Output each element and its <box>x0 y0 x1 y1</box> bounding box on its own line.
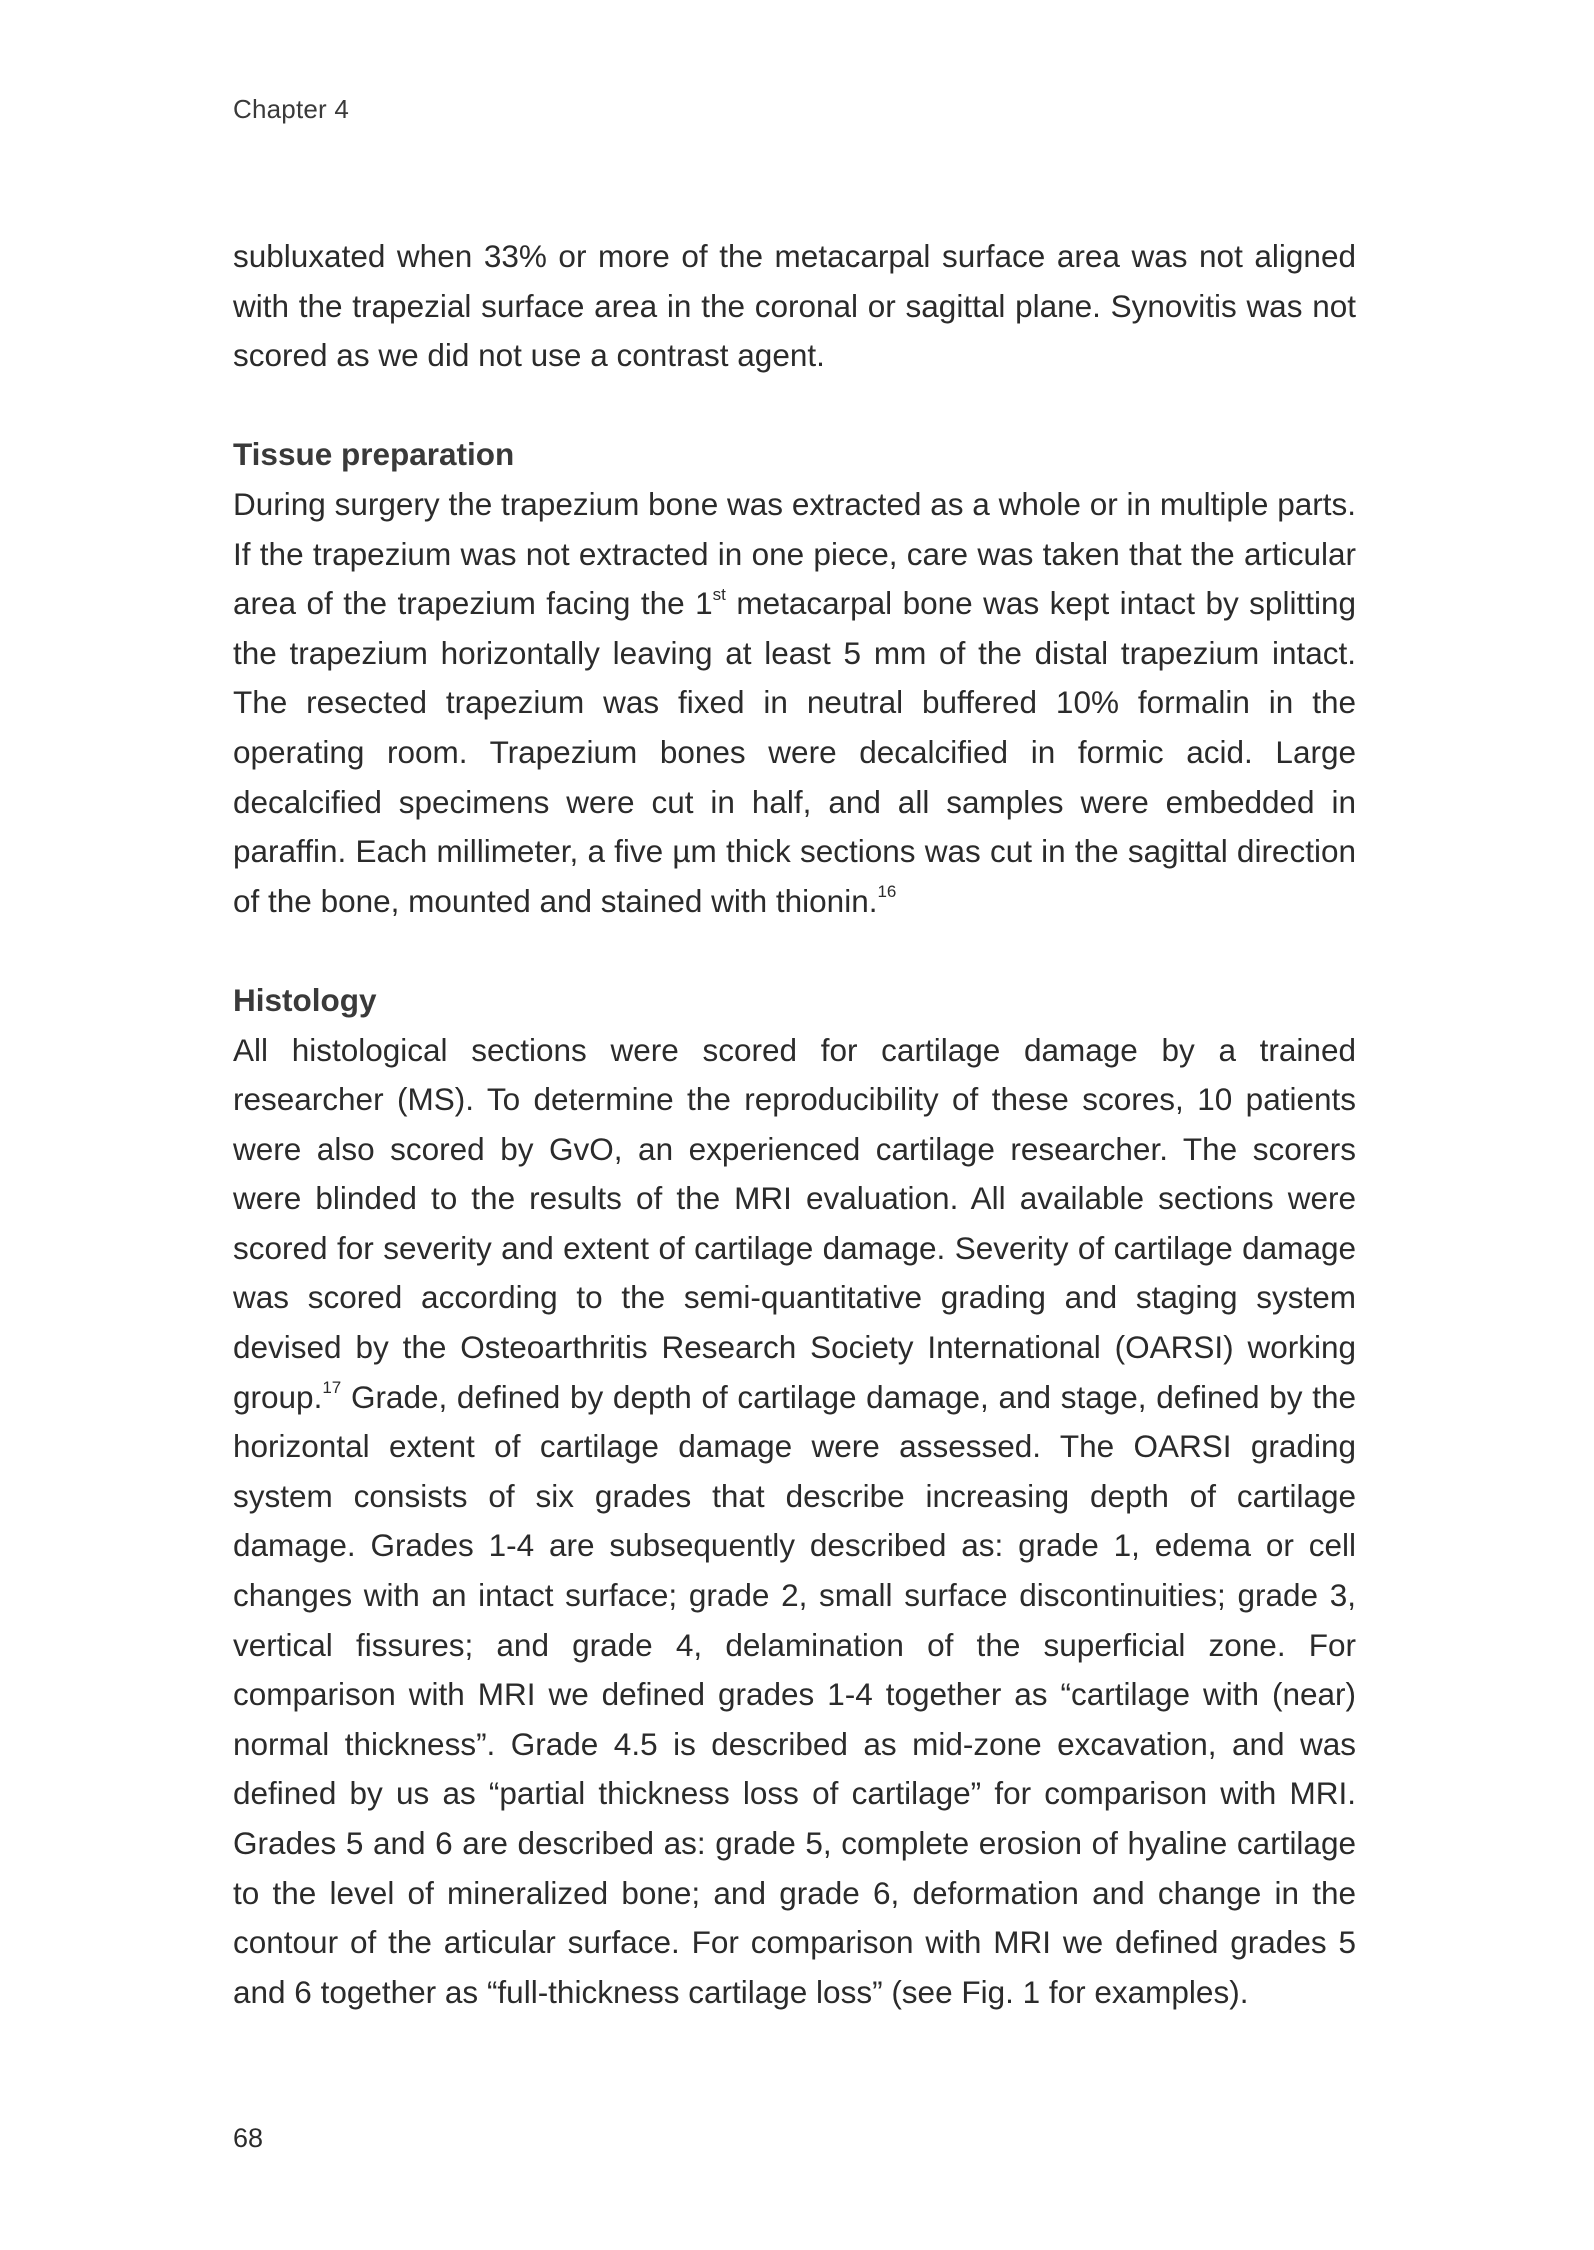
histology-text-1: All histological sections were scored for cartilage damage by a trained researcher (MS). To determine the reproducibility of these scores, 10 patients were also scored by GvO, an experienced cartilage researcher. The scorers were blinded to the results of the MRI evaluation. All available sections were scored for severity and extent of cartilage damage. Severity of cartilage damage was scored according to the semi-quantitative grading and staging system devised by the Osteoarthritis Research Society International (OARSI) working group. <box>233 1031 1356 1415</box>
ordinal-superscript: st <box>712 584 726 604</box>
tissue-preparation-paragraph <box>233 480 1356 926</box>
intro-paragraph: subluxated when 33% or more of the metacarpal surface area was not aligned with the trapezial surface area in the coronal or sagittal plane. Synovitis was not scored as we did not use a contrast agent. <box>233 238 1356 374</box>
section-spacer <box>233 381 1356 431</box>
section-heading-histology: Histology <box>233 981 377 1018</box>
tissue-preparation-text-1: During surgery the trapezium bone was extracted as a whole or in multiple parts. If the trapezium was not extracted in one piece, care was taken that the articular area of the trapezium facing the 1 <box>233 485 1356 622</box>
section-heading-tissue-preparation: Tissue preparation <box>233 436 515 473</box>
reference-superscript-16: 16 <box>877 882 897 902</box>
histology-paragraph <box>233 1026 1356 2018</box>
histology-text-2: Grade, defined by depth of cartilage damage, and stage, defined by the horizontal extent of cartilage damage were assessed. The OARSI grading system consists of six grades that describe increasing depth of cartilage damage. Grades 1-4 are subsequently described as: grade 1, edema or cell changes with an intact surface; grade 2, small surface discontinuities; grade 3, vertical fissures; and grade 4, delamination of the superficial zone. For comparison with MRI we defined grades 1-4 together as “cartilage with (near) normal thickness”. Grade 4.5 is described as mid-zone excavation, and was defined by us as “partial thickness loss of cartilage” for comparison with MRI. Grades 5 and 6 are described as: grade 5, complete erosion of hyaline cartilage to the level of mineralized bone; and grade 6, deformation and change in the contour of the articular surface. For comparison with MRI we defined grades 5 and 6 together as “full-thickness cartilage loss” (see Fig. 1 for examples). <box>233 1378 1356 2010</box>
body-content <box>233 232 1356 2017</box>
reference-superscript-17: 17 <box>322 1378 342 1398</box>
section-spacer <box>233 926 1356 976</box>
tissue-preparation-text-2: metacarpal bone was kept intact by splitting the trapezium horizontally leaving at least 5 mm of the distal trapezium intact. The resected trapezium was fixed in neutral buffered 10% formalin in the operating room. Trapezium bones were decalcified in formic acid. Large decalcified specimens were cut in half, and all samples were embedded in paraffin. Each millimeter, a five µm thick sections was cut in the sagittal direction of the bone, mounted and stained with thionin. <box>233 585 1356 919</box>
running-header: Chapter 4 <box>233 94 349 124</box>
page-number: 68 <box>233 2123 264 2153</box>
